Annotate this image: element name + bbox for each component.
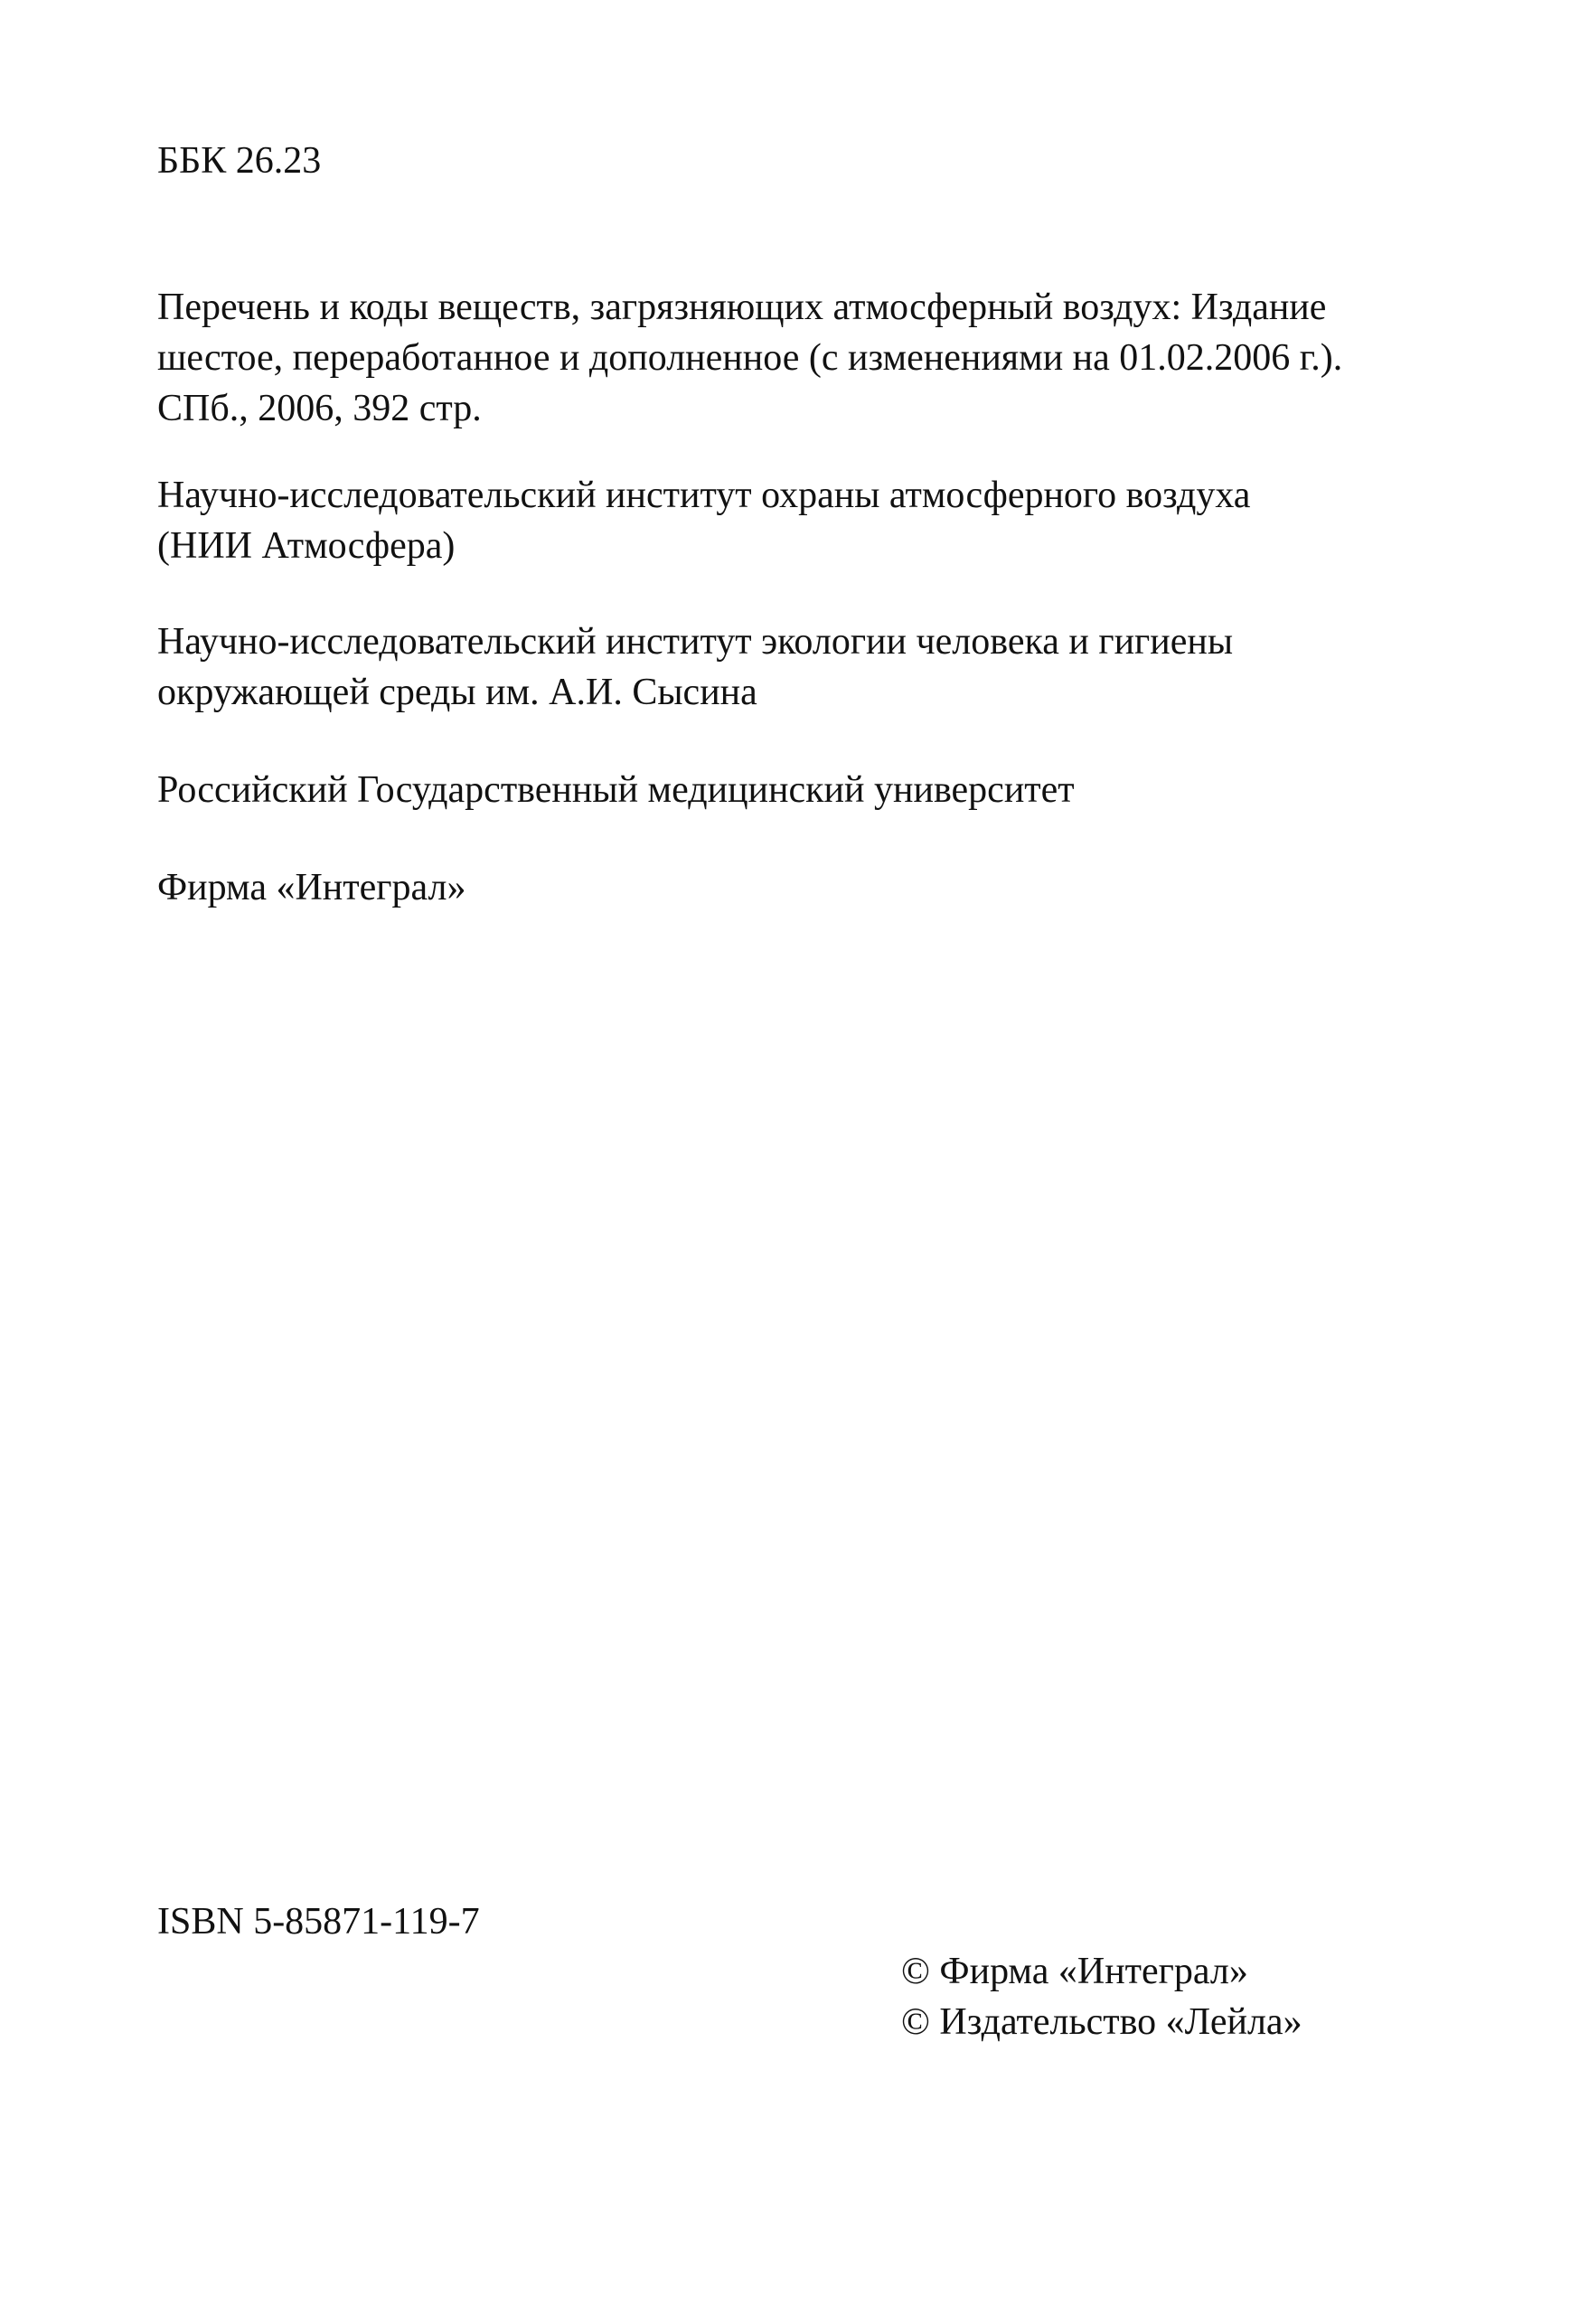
institution-line: окружающей среды им. А.И. Сысина bbox=[157, 672, 757, 713]
institution-line: Научно-исследовательский институт экологии человека и гигиены bbox=[157, 621, 1234, 663]
institution-line: (НИИ Атмосфера) bbox=[157, 525, 456, 567]
institution-sysin bbox=[157, 616, 1233, 718]
institution-medical-university bbox=[157, 765, 1075, 815]
institution-line: Фирма «Интеграл» bbox=[157, 867, 466, 908]
institution-integral-firm bbox=[157, 862, 465, 913]
bibliographic-line: Перечень и коды веществ, загрязняющих атмосферный воздух: Издание bbox=[157, 287, 1327, 328]
institution-line: Российский Государственный медицинский университет bbox=[157, 769, 1075, 811]
isbn-number: ISBN 5-85871-119-7 bbox=[157, 1901, 480, 1943]
institution-nii-atmosfera bbox=[157, 470, 1250, 571]
bibliographic-line: СПб., 2006, 392 стр. bbox=[157, 388, 482, 429]
copyright-line: © Фирма «Интеграл» bbox=[901, 1951, 1248, 1992]
bibliographic-line: шестое, переработанное и дополненное (с изменениями на 01.02.2006 г.). bbox=[157, 337, 1343, 379]
copyright-notices bbox=[901, 1946, 1302, 2047]
institution-line: Научно-исследовательский институт охраны атмосферного воздуха bbox=[157, 475, 1251, 516]
copyright-line: © Издательство «Лейла» bbox=[901, 2001, 1302, 2043]
bbk-classification: ББК 26.23 bbox=[157, 140, 322, 182]
bibliographic-description bbox=[157, 282, 1342, 434]
